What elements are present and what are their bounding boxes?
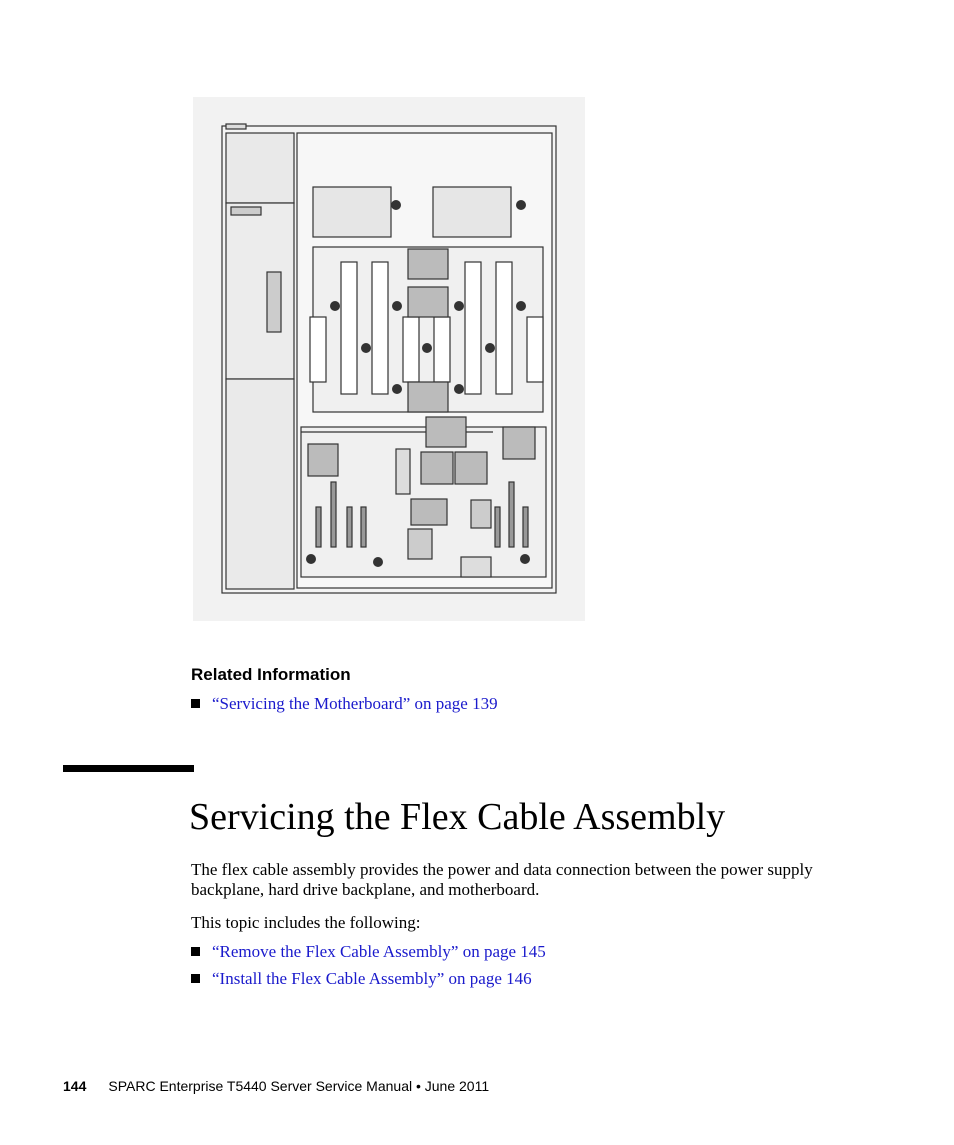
- intro-paragraph: The flex cable assembly provides the power and data connection between the power supply backplane, hard drive backplane, and motherboard.: [191, 860, 813, 899]
- install-flex-cable-link[interactable]: “Install the Flex Cable Assembly” on page 146: [212, 969, 532, 988]
- bullet-icon: [191, 974, 200, 983]
- remove-flex-cable-link[interactable]: “Remove the Flex Cable Assembly” on page 145: [212, 942, 546, 961]
- related-information-heading: Related Information: [191, 665, 351, 684]
- servicing-motherboard-link[interactable]: “Servicing the Motherboard” on page 139: [212, 694, 498, 713]
- list-item: [191, 694, 498, 721]
- bullet-icon: [191, 699, 200, 708]
- topic-lead-paragraph: This topic includes the following:: [191, 913, 421, 932]
- bullet-icon: [191, 947, 200, 956]
- footer-text: SPARC Enterprise T5440 Server Service Manual • June 2011: [108, 1078, 490, 1094]
- topic-links-list: [191, 942, 546, 996]
- motherboard-figure: [193, 97, 585, 621]
- section-rule: [63, 765, 194, 772]
- list-item: [191, 969, 546, 996]
- list-item: [191, 942, 546, 969]
- related-information-list: [191, 694, 498, 721]
- page-footer: [63, 1078, 489, 1094]
- page-title: Servicing the Flex Cable Assembly: [189, 796, 726, 838]
- page-number: 144: [63, 1078, 87, 1094]
- motherboard-diagram-icon: [193, 97, 585, 621]
